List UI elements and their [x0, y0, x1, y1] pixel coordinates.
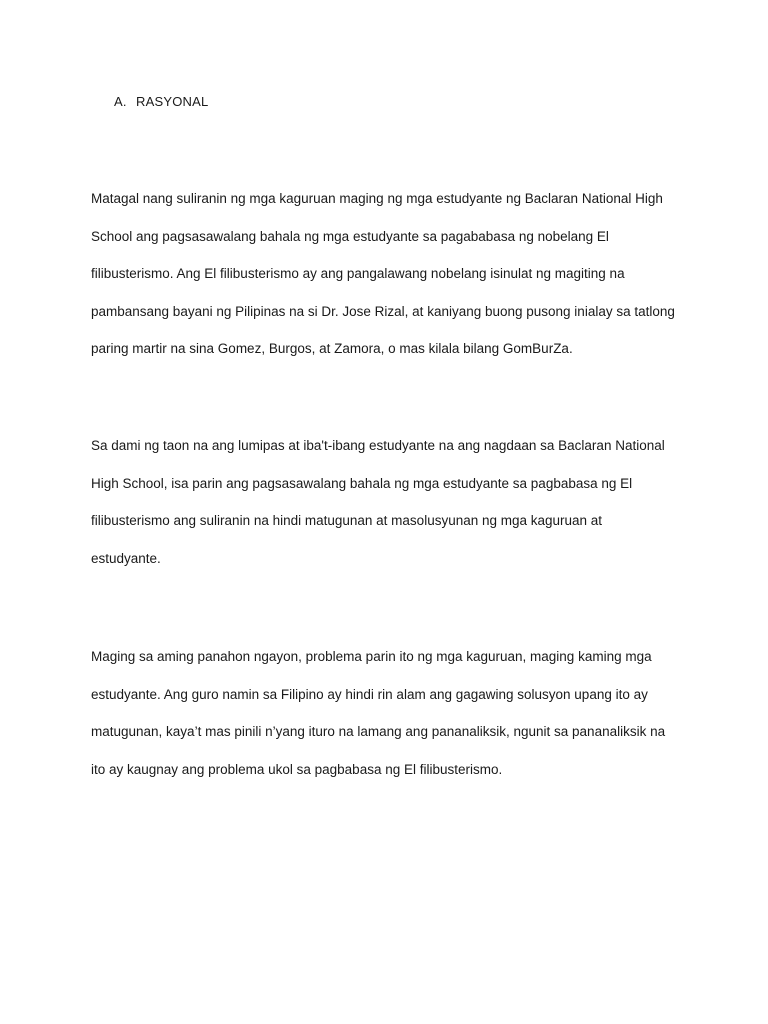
- section-title: RASYONAL: [136, 94, 209, 109]
- paragraph-line: matugunan, kaya’t mas pinili n’yang ituro na lamang ang pananaliksik, ngunit sa pananaliksik na: [91, 724, 666, 739]
- paragraph-2: [91, 427, 691, 577]
- paragraph-line: pambansang bayani ng Pilipinas na si Dr. Jose Rizal, at kaniyang buong pusong inialay sa tatlong: [91, 303, 675, 319]
- paragraph-line: Sa dami ng taon na ang lumipas at iba't-ibang estudyante na ang nagdaan sa Baclaran National: [91, 438, 665, 453]
- paragraph-1: [91, 180, 691, 368]
- paragraph-line: estudyante. Ang guro namin sa Filipino ay hindi rin alam ang gagawing solusyon upang ito ay: [91, 686, 648, 702]
- paragraph-line: Maging sa aming panahon ngayon, problema parin ito ng mga kaguruan, maging kaming mga: [91, 649, 652, 664]
- paragraph-line: High School, isa parin ang pagsasawalang bahala ng mga estudyante sa pagbabasa ng El: [91, 475, 633, 491]
- paragraph-line: filibusterismo ang suliranin na hindi matugunan at masolusyunan ng mga kaguruan at: [91, 513, 603, 528]
- section-marker: A.: [114, 94, 127, 109]
- paragraph-line: ito ay kaugnay ang problema ukol sa pagbabasa ng El filibusterismo.: [91, 761, 503, 777]
- paragraph-line: estudyante.: [91, 550, 161, 566]
- paragraph-line: School ang pagsasawalang bahala ng mga estudyante sa pagababasa ng nobelang El: [91, 228, 609, 244]
- paragraph-line: Matagal nang suliranin ng mga kaguruan maging ng mga estudyante ng Baclaran National High: [91, 191, 663, 206]
- paragraph-line: paring martir na sina Gomez, Burgos, at Zamora, o mas kilala bilang GomBurZa.: [91, 341, 573, 356]
- section-heading: [114, 94, 208, 109]
- paragraph-line: filibusterismo. Ang El filibusterismo ay ang pangalawang nobelang isinulat ng magiting na: [91, 266, 625, 281]
- paragraph-3: [91, 638, 691, 788]
